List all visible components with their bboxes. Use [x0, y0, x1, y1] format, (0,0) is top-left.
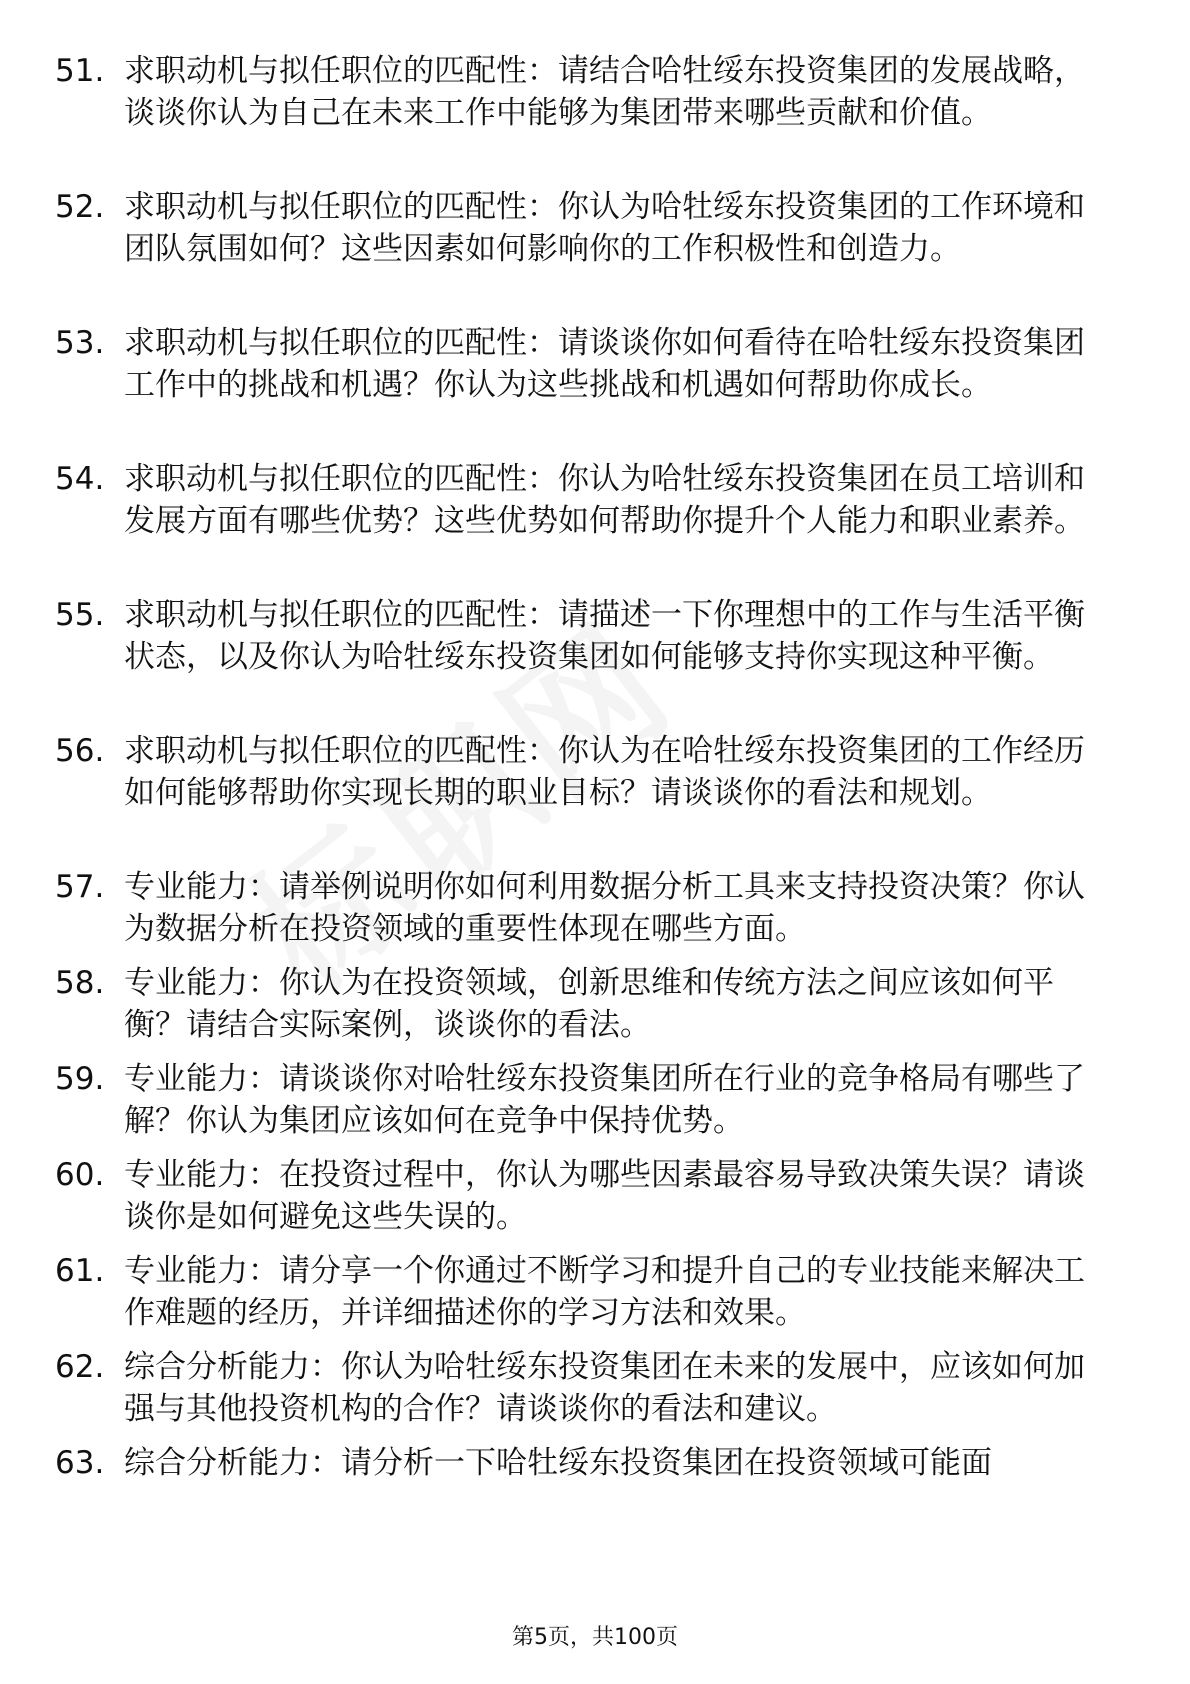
question-text: 综合分析能力：你认为哈牡绥东投资集团在未来的发展中，应该如何加强与其他投资机构的合作？请谈谈你的看法和建议。: [124, 1349, 1085, 1427]
question-text: 求职动机与拟任职位的匹配性：你认为哈牡绥东投资集团在员工培训和发展方面有哪些优势？这些优势如何帮助你提升个人能力和职业素养。: [124, 461, 1085, 539]
question-text: 求职动机与拟任职位的匹配性：请结合哈牡绥东投资集团的发展战略，谈谈你认为自己在未来工作中能够为集团带来哪些贡献和价值。: [124, 53, 1085, 131]
question-text: 专业能力：你认为在投资领域，创新思维和传统方法之间应该如何平衡？请结合实际案例，谈谈你的看法。: [124, 965, 1054, 1043]
question-number: 51.: [55, 53, 105, 89]
question-text: 求职动机与拟任职位的匹配性：你认为在哈牡绥东投资集团的工作经历如何能够帮助你实现长期的职业目标？请谈谈你的看法和规划。: [124, 733, 1085, 811]
question-text: 求职动机与拟任职位的匹配性：你认为哈牡绥东投资集团的工作环境和团队氛围如何？这些因素如何影响你的工作积极性和创造力。: [124, 189, 1085, 267]
question-text: 综合分析能力：请分析一下哈牡绥东投资集团在投资领域可能面: [124, 1445, 992, 1481]
question-text: 求职动机与拟任职位的匹配性：请描述一下你理想中的工作与生活平衡状态，以及你认为哈牡绥东投资集团如何能够支持你实现这种平衡。: [124, 597, 1085, 675]
question-number: 55.: [55, 597, 105, 633]
question-text: 专业能力：请谈谈你对哈牡绥东投资集团所在行业的竞争格局有哪些了解？你认为集团应该如何在竞争中保持优势。: [124, 1061, 1085, 1139]
question-number: 62.: [55, 1349, 105, 1385]
question-text: 专业能力：在投资过程中，你认为哪些因素最容易导致决策失误？请谈谈你是如何避免这些失误的。: [124, 1157, 1085, 1235]
question-number: 54.: [55, 461, 105, 497]
question-number: 57.: [55, 869, 105, 905]
question-number: 61.: [55, 1253, 105, 1289]
question-text: 专业能力：请分享一个你通过不断学习和提升自己的专业技能来解决工作难题的经历，并详细描述你的学习方法和效果。: [124, 1253, 1085, 1331]
question-number: 60.: [55, 1157, 105, 1193]
question-number: 58.: [55, 965, 105, 1001]
question-number: 52.: [55, 189, 105, 225]
question-number: 56.: [55, 733, 105, 769]
page-number-footer: 第5页，共100页: [512, 1625, 678, 1650]
question-number: 53.: [55, 325, 105, 361]
question-number: 63.: [55, 1445, 105, 1481]
question-text: 求职动机与拟任职位的匹配性：请谈谈你如何看待在哈牡绥东投资集团工作中的挑战和机遇？你认为这些挑战和机遇如何帮助你成长。: [124, 325, 1085, 403]
question-number: 59.: [55, 1061, 105, 1097]
question-text: 专业能力：请举例说明你如何利用数据分析工具来支持投资决策？你认为数据分析在投资领域的重要性体现在哪些方面。: [124, 869, 1085, 947]
